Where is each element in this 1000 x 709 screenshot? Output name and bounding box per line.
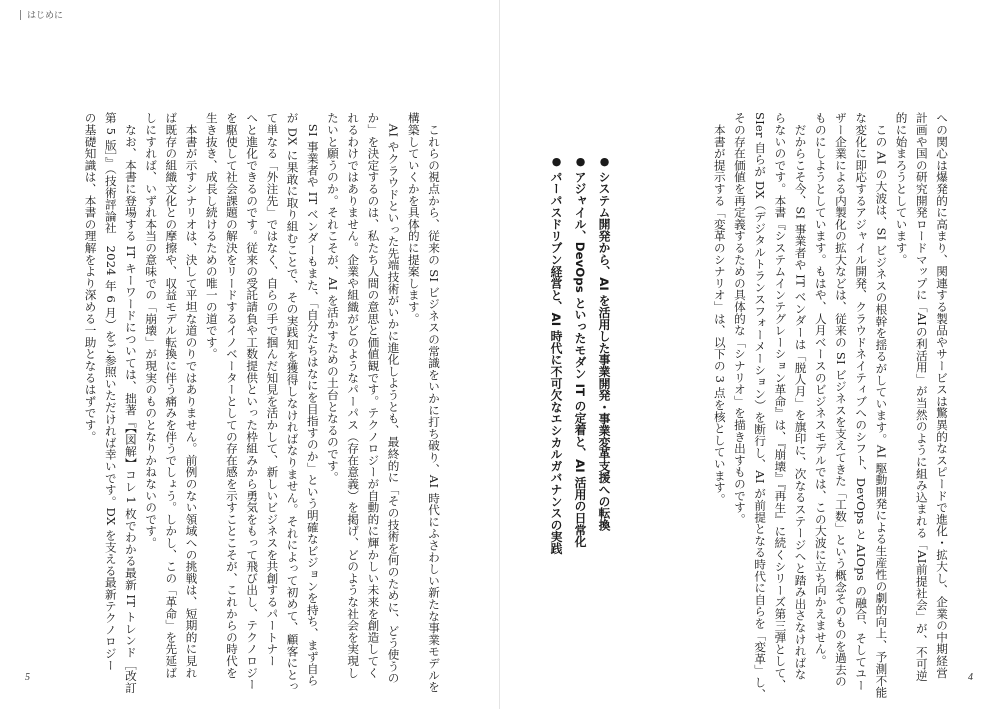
body-line: らないのです。本書『システムインテグレーション革命』は、『崩壊』『再生』に続くシリーズ第三弾として、 — [773, 112, 788, 691]
body-line: か」を決定するのは、私たち人間の意思と価値観です。テクノロジーが自動的に輝かしい未来を創造してく — [366, 112, 381, 679]
body-line: SI 事業者や IT ベンダーもまた、「自分たちはなにを目指すのか」という明確なビジョンを持ち、まず自ら — [305, 112, 320, 687]
body-line: ものにしようとしています。もはや、人月ベースのビジネスモデルでは、この大波に立ち向かえません。 — [813, 112, 828, 667]
page-number-left: 5 — [25, 672, 30, 683]
key-point-text: アジャイル、DevOps といったモダン IT の定着と、AI 活用の日常化 — [573, 171, 587, 548]
body-line: 構築していくかを具体的に提案します。 — [406, 112, 421, 325]
body-line: を駆使して社会課題の解決をリードするイノベーターとしての存在感を示すことこそが、これからの時代を — [224, 112, 239, 679]
body-line: 的に始まろうとしています。 — [894, 112, 909, 266]
body-line: 計画や国の研究開発ロードマップに「AIの利活用」が当然のように組み込まれる「AI前提社会」が、不可逆 — [914, 112, 929, 682]
body-line: なお、本書に登場する IT キーワードについては、拙著『【図解】コレ 1 枚でわかる最新 IT トレンド［改訂 — [123, 112, 138, 694]
body-line: 生き抜き、成長し続けるための唯一の道です。 — [204, 112, 219, 360]
bullet-dot-icon: ● — [574, 155, 587, 168]
body-line: れるわけではありません。企業や組織がどのようなパーパス（存在意義）を掲げ、どのような社会を実現し — [346, 112, 361, 679]
body-line: へと進化できるのです。従来の受託請負や工数提供といった枠組みから勇気をもって飛び出し、テクノロジー — [245, 112, 260, 691]
body-line: の基礎知識は、本書の理解をより深める一助となるはずです。 — [83, 112, 98, 443]
body-line: たいと願うのか。それこそが、AI を活かすための土台となるのです。 — [325, 112, 340, 484]
body-line: これらの視点から、従来の SI ビジネスの常識をいかに打ち破り、AI 時代にふさわしい新たな事業モデルを — [427, 112, 441, 693]
bullet-dot-icon: ● — [550, 155, 563, 168]
body-line: ザー企業による内製化の拡大などは、従来の SI ビジネスを支えてきた「工数」という概念そのものを過去の — [833, 112, 848, 688]
body-line: な変化に即応するアジャイル開発、クラウドネイティブへのシフト、DevOps と AIOps の融合、そしてユー — [854, 112, 869, 692]
body-line: この AI の大波は、SI ビジネスの根幹を揺るがしています。AI 駆動開発による生産性の劇的向上、予測不能 — [874, 112, 889, 699]
body-line: が DX に果敢に取り組むことで、その実践知を獲得しなければなりません。それによって初めて、顧客にとっ — [285, 112, 300, 693]
bullet-dot-icon: ● — [598, 155, 611, 168]
body-line: 本書が示すシナリオは、決して平坦な道のりではありません。前例のない領域への挑戦は、短期的に見れ — [184, 112, 199, 679]
key-point-text: パーパスドリブン経営と、AI 時代に不可欠なエシカルガバナンスの実践 — [549, 171, 563, 555]
body-line: その存在価値を再定義するための具体的な「シナリオ」を描き出すものです。 — [732, 112, 747, 525]
left-page-body — [80, 112, 444, 694]
body-line: だからこそ今、SI 事業者や IT ベンダーは「脱人月」を旗印に、次なるステージへと踏み出さなければな — [793, 112, 808, 681]
gutter-divider — [499, 0, 500, 709]
running-head — [20, 8, 63, 21]
key-point-item — [568, 155, 592, 655]
body-line: AI やクラウドといった先端技術がいかに進化しようとも、最終的に「その技術を何のために、どう使うの — [386, 112, 401, 684]
page-number-right: 4 — [968, 672, 973, 683]
body-line: て単なる「外注先」ではなく、自らの手で掴んだ知見を活かして、新しいビジネスを共創するパートナー — [265, 112, 280, 667]
body-line: への関心は爆発的に高まり、関連する製品やサービスは驚異的なスピードで進化・拡大し、企業の中期経営 — [935, 112, 949, 679]
body-line: しにすれば、いずれ本当の意味での「崩壊」が現実のものとなりかねないのです。 — [144, 112, 159, 549]
key-point-item — [592, 155, 616, 655]
body-line: ば既存の組織文化との摩擦や、収益モデル転換に伴う痛みを伴うでしょう。しかし、この「革命」を先延ば — [164, 112, 179, 679]
key-point-item — [544, 155, 568, 655]
right-page-body — [710, 112, 952, 700]
key-point-text: システム開発から、AI を活用した事業開発・事業変革支援への転換 — [597, 171, 611, 531]
body-line: 本書が提示する「変革のシナリオ」は、以下の 3 点を核としています。 — [712, 112, 727, 505]
running-head-label: はじめに — [27, 11, 64, 21]
running-head-rule — [20, 10, 21, 20]
body-line: SIer 自らが DX（デジタルトランスフォーメーション）を断行し、AI が前提となる時代に自らを「変革」し、 — [753, 112, 768, 700]
body-line: 第 5 版］』（技術評論社 2024 年 6 月）をご参照いただければ幸いです。DX を支える最新テクノロジー — [103, 112, 118, 671]
key-points-list — [544, 155, 616, 655]
